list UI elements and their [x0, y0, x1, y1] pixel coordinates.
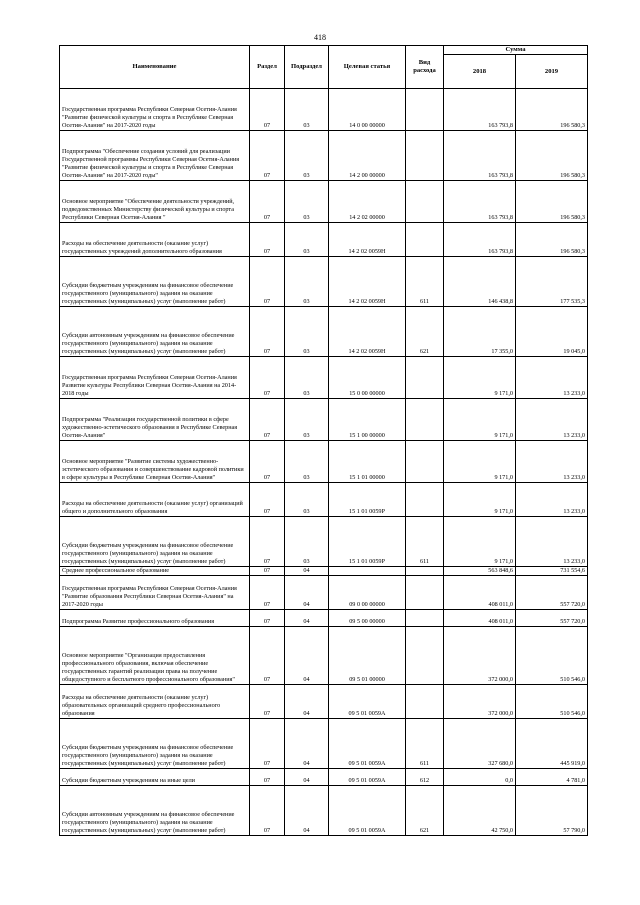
- cell-section: 07: [250, 517, 285, 567]
- cell-type: [406, 483, 444, 517]
- cell-target: 14 2 02 0059Н: [329, 257, 406, 307]
- cell-value-2019: 510 546,0: [516, 627, 588, 685]
- cell-value-2018: 327 680,0: [444, 719, 516, 769]
- table-row: [60, 483, 588, 517]
- cell-subsection: 04: [285, 567, 329, 576]
- cell-value-2018: 372 000,0: [444, 685, 516, 719]
- cell-value-2018: 163 793,8: [444, 181, 516, 223]
- cell-value-2018: 408 011,0: [444, 576, 516, 610]
- cell-subsection: 03: [285, 89, 329, 131]
- cell-value-2018: 42 750,0: [444, 786, 516, 836]
- cell-subsection: 03: [285, 131, 329, 181]
- cell-target: 15 1 01 00000: [329, 441, 406, 483]
- table-row: [60, 257, 588, 307]
- cell-value-2019: 177 535,3: [516, 257, 588, 307]
- cell-value-2018: 372 000,0: [444, 627, 516, 685]
- header-expense-type: Вид расхода: [406, 46, 444, 89]
- page-number: 418: [314, 33, 326, 42]
- cell-value-2018: 9 171,0: [444, 483, 516, 517]
- cell-value-2018: 163 793,8: [444, 89, 516, 131]
- cell-type: [406, 685, 444, 719]
- cell-name: Основное мероприятие "Развитие системы художественно-эстетического образования и совершенствование кадровой политики в сфере культуры в Республике Северная Осетия-Алания": [60, 441, 250, 483]
- cell-section: 07: [250, 576, 285, 610]
- table-row: [60, 399, 588, 441]
- header-name: Наименование: [60, 46, 250, 89]
- cell-subsection: 04: [285, 685, 329, 719]
- cell-target: 14 0 00 00000: [329, 89, 406, 131]
- cell-subsection: 03: [285, 399, 329, 441]
- table-row: [60, 441, 588, 483]
- cell-target: 09 5 01 0059А: [329, 786, 406, 836]
- header-year-2018: 2018: [444, 55, 516, 89]
- header-sum: Сумма: [444, 46, 588, 55]
- cell-value-2018: 17 355,0: [444, 307, 516, 357]
- cell-value-2018: 9 171,0: [444, 441, 516, 483]
- cell-value-2018: 9 171,0: [444, 399, 516, 441]
- cell-value-2019: 19 045,0: [516, 307, 588, 357]
- cell-type: [406, 181, 444, 223]
- cell-section: 07: [250, 610, 285, 627]
- cell-name: Подпрограмма "Обеспечение создания условий для реализации Государственной программы Республики Северная Осетия-Алания "Развитие физической культуры и спорта в Республике Северная Осетия-Алания" на 2017-2020 годы": [60, 131, 250, 181]
- cell-subsection: 04: [285, 786, 329, 836]
- cell-subsection: 03: [285, 307, 329, 357]
- cell-target: 09 5 01 0059А: [329, 685, 406, 719]
- cell-name: Государственная программа Республики Северная Осетия-Алания Развитие культуры Республики Северная Осетия-Алания на 2014-2018 годы: [60, 357, 250, 399]
- cell-target: 14 2 02 0059Н: [329, 223, 406, 257]
- cell-value-2019: 445 919,0: [516, 719, 588, 769]
- cell-name: Субсидии автономным учреждениям на финансовое обеспечение государственного (муниципального) задания на оказание государственных (муниципальных) услуг (выполнение работ): [60, 786, 250, 836]
- cell-name: Субсидии бюджетным учреждениям на финансовое обеспечение государственного (муниципального) задания на оказание государственных (муниципальных) услуг (выполнение работ): [60, 257, 250, 307]
- cell-value-2019: 196 580,3: [516, 223, 588, 257]
- table-row: [60, 719, 588, 769]
- cell-target: 14 2 02 0059Н: [329, 307, 406, 357]
- cell-name: Государственная программа Республики Северная Осетия-Алания "Развитие физической культуры и спорта в Республике Северная Осетия-Алания" на 2017-2020 годы: [60, 89, 250, 131]
- cell-type: 611: [406, 517, 444, 567]
- header-section: Раздел: [250, 46, 285, 89]
- header-target: Целевая статья: [329, 46, 406, 89]
- cell-target: 09 5 01 0059А: [329, 769, 406, 786]
- cell-target: 15 0 00 00000: [329, 357, 406, 399]
- cell-section: 07: [250, 719, 285, 769]
- cell-subsection: 03: [285, 181, 329, 223]
- cell-section: 07: [250, 627, 285, 685]
- cell-value-2018: 9 171,0: [444, 357, 516, 399]
- cell-name: Подпрограмма "Реализация государственной политики в сфере художественно-эстетического образования в Республике Северная Осетия-Алания": [60, 399, 250, 441]
- cell-section: 07: [250, 131, 285, 181]
- cell-section: 07: [250, 89, 285, 131]
- table-row: [60, 89, 588, 131]
- cell-target: 09 0 00 00000: [329, 576, 406, 610]
- cell-target: 09 5 00 00000: [329, 610, 406, 627]
- cell-section: 07: [250, 223, 285, 257]
- table-row: [60, 567, 588, 576]
- cell-subsection: 03: [285, 517, 329, 567]
- cell-type: [406, 131, 444, 181]
- cell-subsection: 03: [285, 223, 329, 257]
- table-row: [60, 576, 588, 610]
- cell-type: 621: [406, 786, 444, 836]
- cell-value-2019: 13 233,0: [516, 399, 588, 441]
- cell-subsection: 04: [285, 769, 329, 786]
- table-row: [60, 627, 588, 685]
- cell-section: 07: [250, 307, 285, 357]
- table-row: [60, 131, 588, 181]
- header-year-2019: 2019: [516, 55, 588, 89]
- cell-value-2018: 0,0: [444, 769, 516, 786]
- cell-subsection: 04: [285, 719, 329, 769]
- cell-value-2019: 57 790,0: [516, 786, 588, 836]
- table-row: [60, 769, 588, 786]
- cell-subsection: 04: [285, 576, 329, 610]
- cell-section: 07: [250, 357, 285, 399]
- cell-value-2019: 557 720,0: [516, 576, 588, 610]
- cell-name: Основное мероприятие "Организация предоставления профессионального образования, включая обеспечение государственных гарантий реализации права на получение общедоступного и бесплатного профессионального образования": [60, 627, 250, 685]
- cell-section: 07: [250, 685, 285, 719]
- cell-subsection: 04: [285, 610, 329, 627]
- cell-type: [406, 567, 444, 576]
- cell-value-2018: 9 171,0: [444, 517, 516, 567]
- cell-target: 15 1 01 0059Р: [329, 483, 406, 517]
- cell-name: Основное мероприятие "Обеспечение деятельности учреждений, подведомственных Министерству физической культуры и спорта Республики Северная Осетия-Алания ": [60, 181, 250, 223]
- cell-section: 07: [250, 399, 285, 441]
- cell-type: 611: [406, 257, 444, 307]
- cell-type: [406, 357, 444, 399]
- cell-name: Субсидии бюджетным учреждениям на иные цели: [60, 769, 250, 786]
- cell-value-2019: 557 720,0: [516, 610, 588, 627]
- cell-section: 07: [250, 441, 285, 483]
- cell-subsection: 03: [285, 441, 329, 483]
- cell-subsection: 03: [285, 483, 329, 517]
- cell-subsection: 03: [285, 257, 329, 307]
- cell-value-2018: 163 793,8: [444, 131, 516, 181]
- cell-type: [406, 89, 444, 131]
- cell-type: [406, 627, 444, 685]
- cell-target: 09 5 01 00000: [329, 627, 406, 685]
- cell-type: [406, 223, 444, 257]
- cell-type: [406, 576, 444, 610]
- cell-value-2019: 196 580,3: [516, 131, 588, 181]
- cell-name: Субсидии бюджетным учреждениям на финансовое обеспечение государственного (муниципального) задания на оказание государственных (муниципальных) услуг (выполнение работ): [60, 719, 250, 769]
- table-row: [60, 181, 588, 223]
- table-row: [60, 685, 588, 719]
- cell-value-2019: 196 580,3: [516, 181, 588, 223]
- cell-name: Субсидии автономным учреждениям на финансовое обеспечение государственного (муниципального) задания на оказание государственных (муниципальных) услуг (выполнение работ): [60, 307, 250, 357]
- table-row: [60, 307, 588, 357]
- cell-name: Расходы на обеспечение деятельности (оказание услуг) государственных учреждений дополнительного образования: [60, 223, 250, 257]
- table-row: [60, 786, 588, 836]
- cell-name: Субсидии бюджетным учреждениям на финансовое обеспечение государственного (муниципального) задания на оказание государственных (муниципальных) услуг (выполнение работ): [60, 517, 250, 567]
- cell-value-2019: 196 580,3: [516, 89, 588, 131]
- header-subsection: Подраздел: [285, 46, 329, 89]
- cell-section: 07: [250, 786, 285, 836]
- cell-value-2019: 13 233,0: [516, 517, 588, 567]
- cell-section: 07: [250, 769, 285, 786]
- cell-type: [406, 441, 444, 483]
- cell-value-2019: 4 781,0: [516, 769, 588, 786]
- cell-type: 611: [406, 719, 444, 769]
- table-row: [60, 223, 588, 257]
- cell-target: 14 2 02 00000: [329, 181, 406, 223]
- cell-section: 07: [250, 257, 285, 307]
- cell-name: Среднее профессиональное образование: [60, 567, 250, 576]
- budget-table: [59, 45, 588, 836]
- cell-type: [406, 610, 444, 627]
- cell-name: Расходы на обеспечение деятельности (оказание услуг) организаций общего и дополнительного образования: [60, 483, 250, 517]
- cell-section: 07: [250, 181, 285, 223]
- cell-subsection: 04: [285, 627, 329, 685]
- cell-target: 15 1 00 00000: [329, 399, 406, 441]
- cell-type: 612: [406, 769, 444, 786]
- cell-value-2019: 13 233,0: [516, 357, 588, 399]
- cell-target: [329, 567, 406, 576]
- cell-value-2019: 13 233,0: [516, 441, 588, 483]
- table-row: [60, 517, 588, 567]
- cell-value-2018: 146 438,8: [444, 257, 516, 307]
- cell-type: 621: [406, 307, 444, 357]
- cell-type: [406, 399, 444, 441]
- cell-target: 14 2 00 00000: [329, 131, 406, 181]
- cell-value-2019: 13 233,0: [516, 483, 588, 517]
- cell-section: 07: [250, 483, 285, 517]
- cell-section: 07: [250, 567, 285, 576]
- table-row: [60, 610, 588, 627]
- cell-subsection: 03: [285, 357, 329, 399]
- cell-value-2018: 563 848,6: [444, 567, 516, 576]
- cell-name: Расходы на обеспечение деятельности (оказание услуг) образовательных организаций среднего профессионального образования: [60, 685, 250, 719]
- cell-value-2018: 163 793,8: [444, 223, 516, 257]
- cell-value-2019: 510 546,0: [516, 685, 588, 719]
- cell-value-2018: 408 011,0: [444, 610, 516, 627]
- cell-target: 15 1 01 0059Р: [329, 517, 406, 567]
- table-row: [60, 357, 588, 399]
- cell-name: Государственная программа Республики Северная Осетия-Алания "Развитие образования Республики Северная Осетия-Алания" на 2017-2020 годы: [60, 576, 250, 610]
- cell-value-2019: 731 554,6: [516, 567, 588, 576]
- cell-target: 09 5 01 0059А: [329, 719, 406, 769]
- cell-name: Подпрограмма Развитие профессионального образования: [60, 610, 250, 627]
